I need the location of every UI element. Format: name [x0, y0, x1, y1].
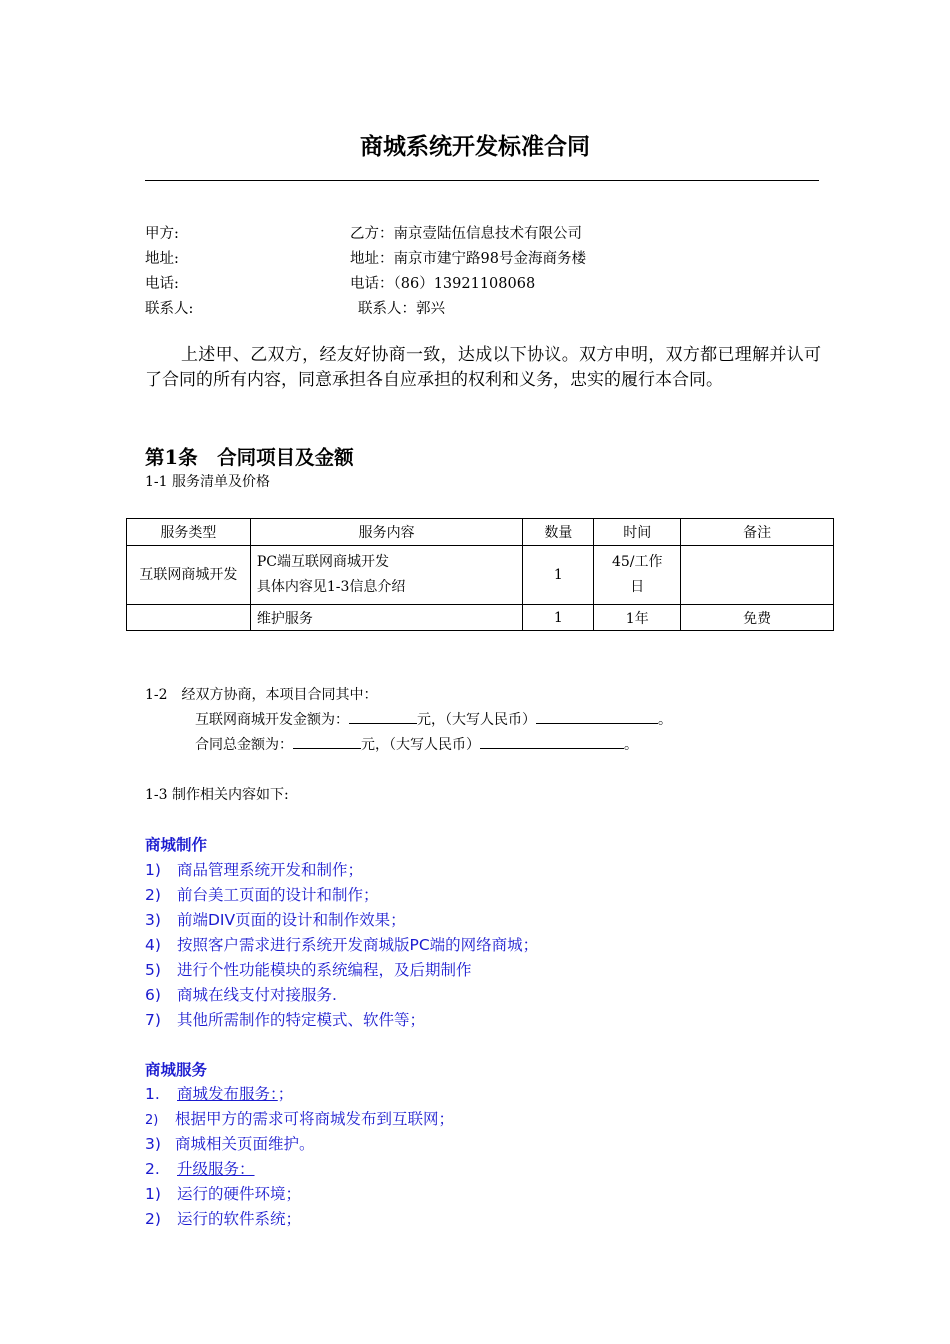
table-cell-time: 45/工作日 [594, 546, 681, 605]
list-number: 3) [145, 911, 161, 929]
table-header-cell: 服务内容 [250, 519, 523, 546]
service-table [126, 518, 834, 631]
intro-text: 上述甲、乙双方，经友好协商一致，达成以下协议。双方申明，双方都已理解并认可了合同的所有内容，同意承担各自应承担的权利和义务，忠实的履行本合同。 [145, 345, 821, 390]
list-item [145, 883, 379, 905]
list-number: 4) [145, 936, 161, 954]
party-a-phone-label: 电话: [145, 276, 179, 292]
list-item [145, 1082, 293, 1104]
dev-amount-label: 互联网商城开发金额为： [195, 712, 349, 728]
mall-service-heading: 商城服务 [145, 1061, 208, 1079]
list-item [145, 1182, 301, 1204]
party-a-contact-label: 联系人: [145, 301, 194, 317]
list-text: 商城在线支付对接服务. [177, 986, 337, 1004]
list-item [145, 958, 472, 980]
party-b-address: 地址：南京市建宁路98号金海商务楼 [350, 251, 586, 267]
table-row [127, 546, 834, 605]
mall-make-heading: 商城制作 [145, 836, 208, 854]
party-b-name: 乙方：南京壹陆伍信息技术有限公司 [350, 226, 582, 242]
list-text: 升级服务： [177, 1160, 255, 1178]
table-cell-time: 1年 [594, 605, 681, 631]
list-item [145, 908, 406, 930]
table-cell-qty: 1 [523, 605, 594, 631]
list-item [145, 1207, 301, 1229]
subsection-1-1: 1-1 服务清单及价格 [145, 474, 270, 490]
list-number: 5) [145, 961, 161, 979]
list-number: 7) [145, 1011, 161, 1029]
subsection-1-3: 1-3 制作相关内容如下: [145, 787, 289, 803]
table-header-cell: 数量 [523, 519, 594, 546]
intro-paragraph [145, 343, 821, 393]
list-text: 运行的硬件环境； [177, 1185, 302, 1203]
table-cell-type: 互联网商城开发 [127, 546, 251, 605]
party-a-address-label: 地址: [145, 251, 179, 267]
total-amount-line [195, 734, 638, 754]
list-text: 运行的软件系统； [177, 1210, 302, 1228]
list-text: 进行个性功能模块的系统编程，及后期制作 [177, 961, 472, 979]
list-text: 商品管理系统开发和制作； [177, 861, 364, 879]
list-number: 1. [145, 1085, 160, 1103]
list-item [145, 858, 363, 880]
list-number: 6) [145, 986, 161, 1004]
list-item [145, 1008, 425, 1030]
table-cell-note: 免费 [681, 605, 834, 631]
list-number: 2) [145, 1113, 159, 1128]
list-number: 3) [145, 1135, 161, 1153]
list-text: 根据甲方的需求可将商城发布到互联网； [175, 1110, 455, 1128]
table-cell-note [681, 546, 834, 605]
dev-amount-line [195, 709, 672, 729]
table-header-cell: 备注 [681, 519, 834, 546]
list-number: 2) [145, 886, 161, 904]
list-number: 2) [145, 1210, 161, 1228]
list-number: 2. [145, 1160, 160, 1178]
period: 。 [658, 712, 672, 728]
party-a-label: 甲方: [145, 226, 179, 242]
list-text: 商城相关页面维护。 [175, 1135, 315, 1153]
table-cell-qty: 1 [523, 546, 594, 605]
dev-amount-blank[interactable] [349, 711, 417, 724]
list-number: 1) [145, 1185, 161, 1203]
period: 。 [624, 737, 638, 753]
table-header-row [127, 519, 834, 546]
table-header-cell: 时间 [594, 519, 681, 546]
list-text: 按照客户需求进行系统开发商城版PC端的网络商城； [177, 936, 539, 954]
table-header-cell: 服务类型 [127, 519, 251, 546]
title-divider [145, 180, 819, 181]
subsection-1-2: 1-2 经双方协商，本项目合同其中： [145, 687, 378, 703]
list-item [145, 1107, 454, 1129]
yuan-label: 元，（大写人民币） [417, 712, 536, 728]
list-number: 1) [145, 861, 161, 879]
list-item [145, 933, 538, 955]
table-row [127, 605, 834, 631]
content-line: PC端互联网商城开发 [256, 554, 389, 570]
party-b-contact: 联系人：郭兴 [358, 301, 445, 317]
total-amount-label: 合同总金额为： [195, 737, 293, 753]
list-text: 其他所需制作的特定模式、软件等； [177, 1011, 426, 1029]
article-1-heading: 第1条 合同项目及金额 [145, 446, 354, 469]
list-text: 前台美工页面的设计和制作； [177, 886, 379, 904]
list-text: 前端DIV页面的设计和制作效果； [177, 911, 406, 929]
list-item [145, 983, 337, 1005]
total-amount-blank[interactable] [293, 736, 361, 749]
total-amount-words-blank[interactable] [480, 736, 624, 749]
list-text: 商城发布服务： [177, 1085, 278, 1103]
document-title: 商城系统开发标准合同 [360, 133, 590, 160]
table-cell-content: 维护服务 [250, 605, 523, 631]
content-line: 具体内容见1-3信息介绍 [256, 579, 406, 595]
list-suffix: ； [277, 1085, 294, 1103]
table-cell-content [250, 546, 523, 605]
list-item [145, 1132, 315, 1154]
party-b-phone: 电话：（86）13921108068 [350, 276, 536, 292]
list-item [145, 1157, 255, 1179]
yuan-label: 元，（大写人民币） [361, 737, 480, 753]
table-cell-type [127, 605, 251, 631]
dev-amount-words-blank[interactable] [536, 711, 658, 724]
